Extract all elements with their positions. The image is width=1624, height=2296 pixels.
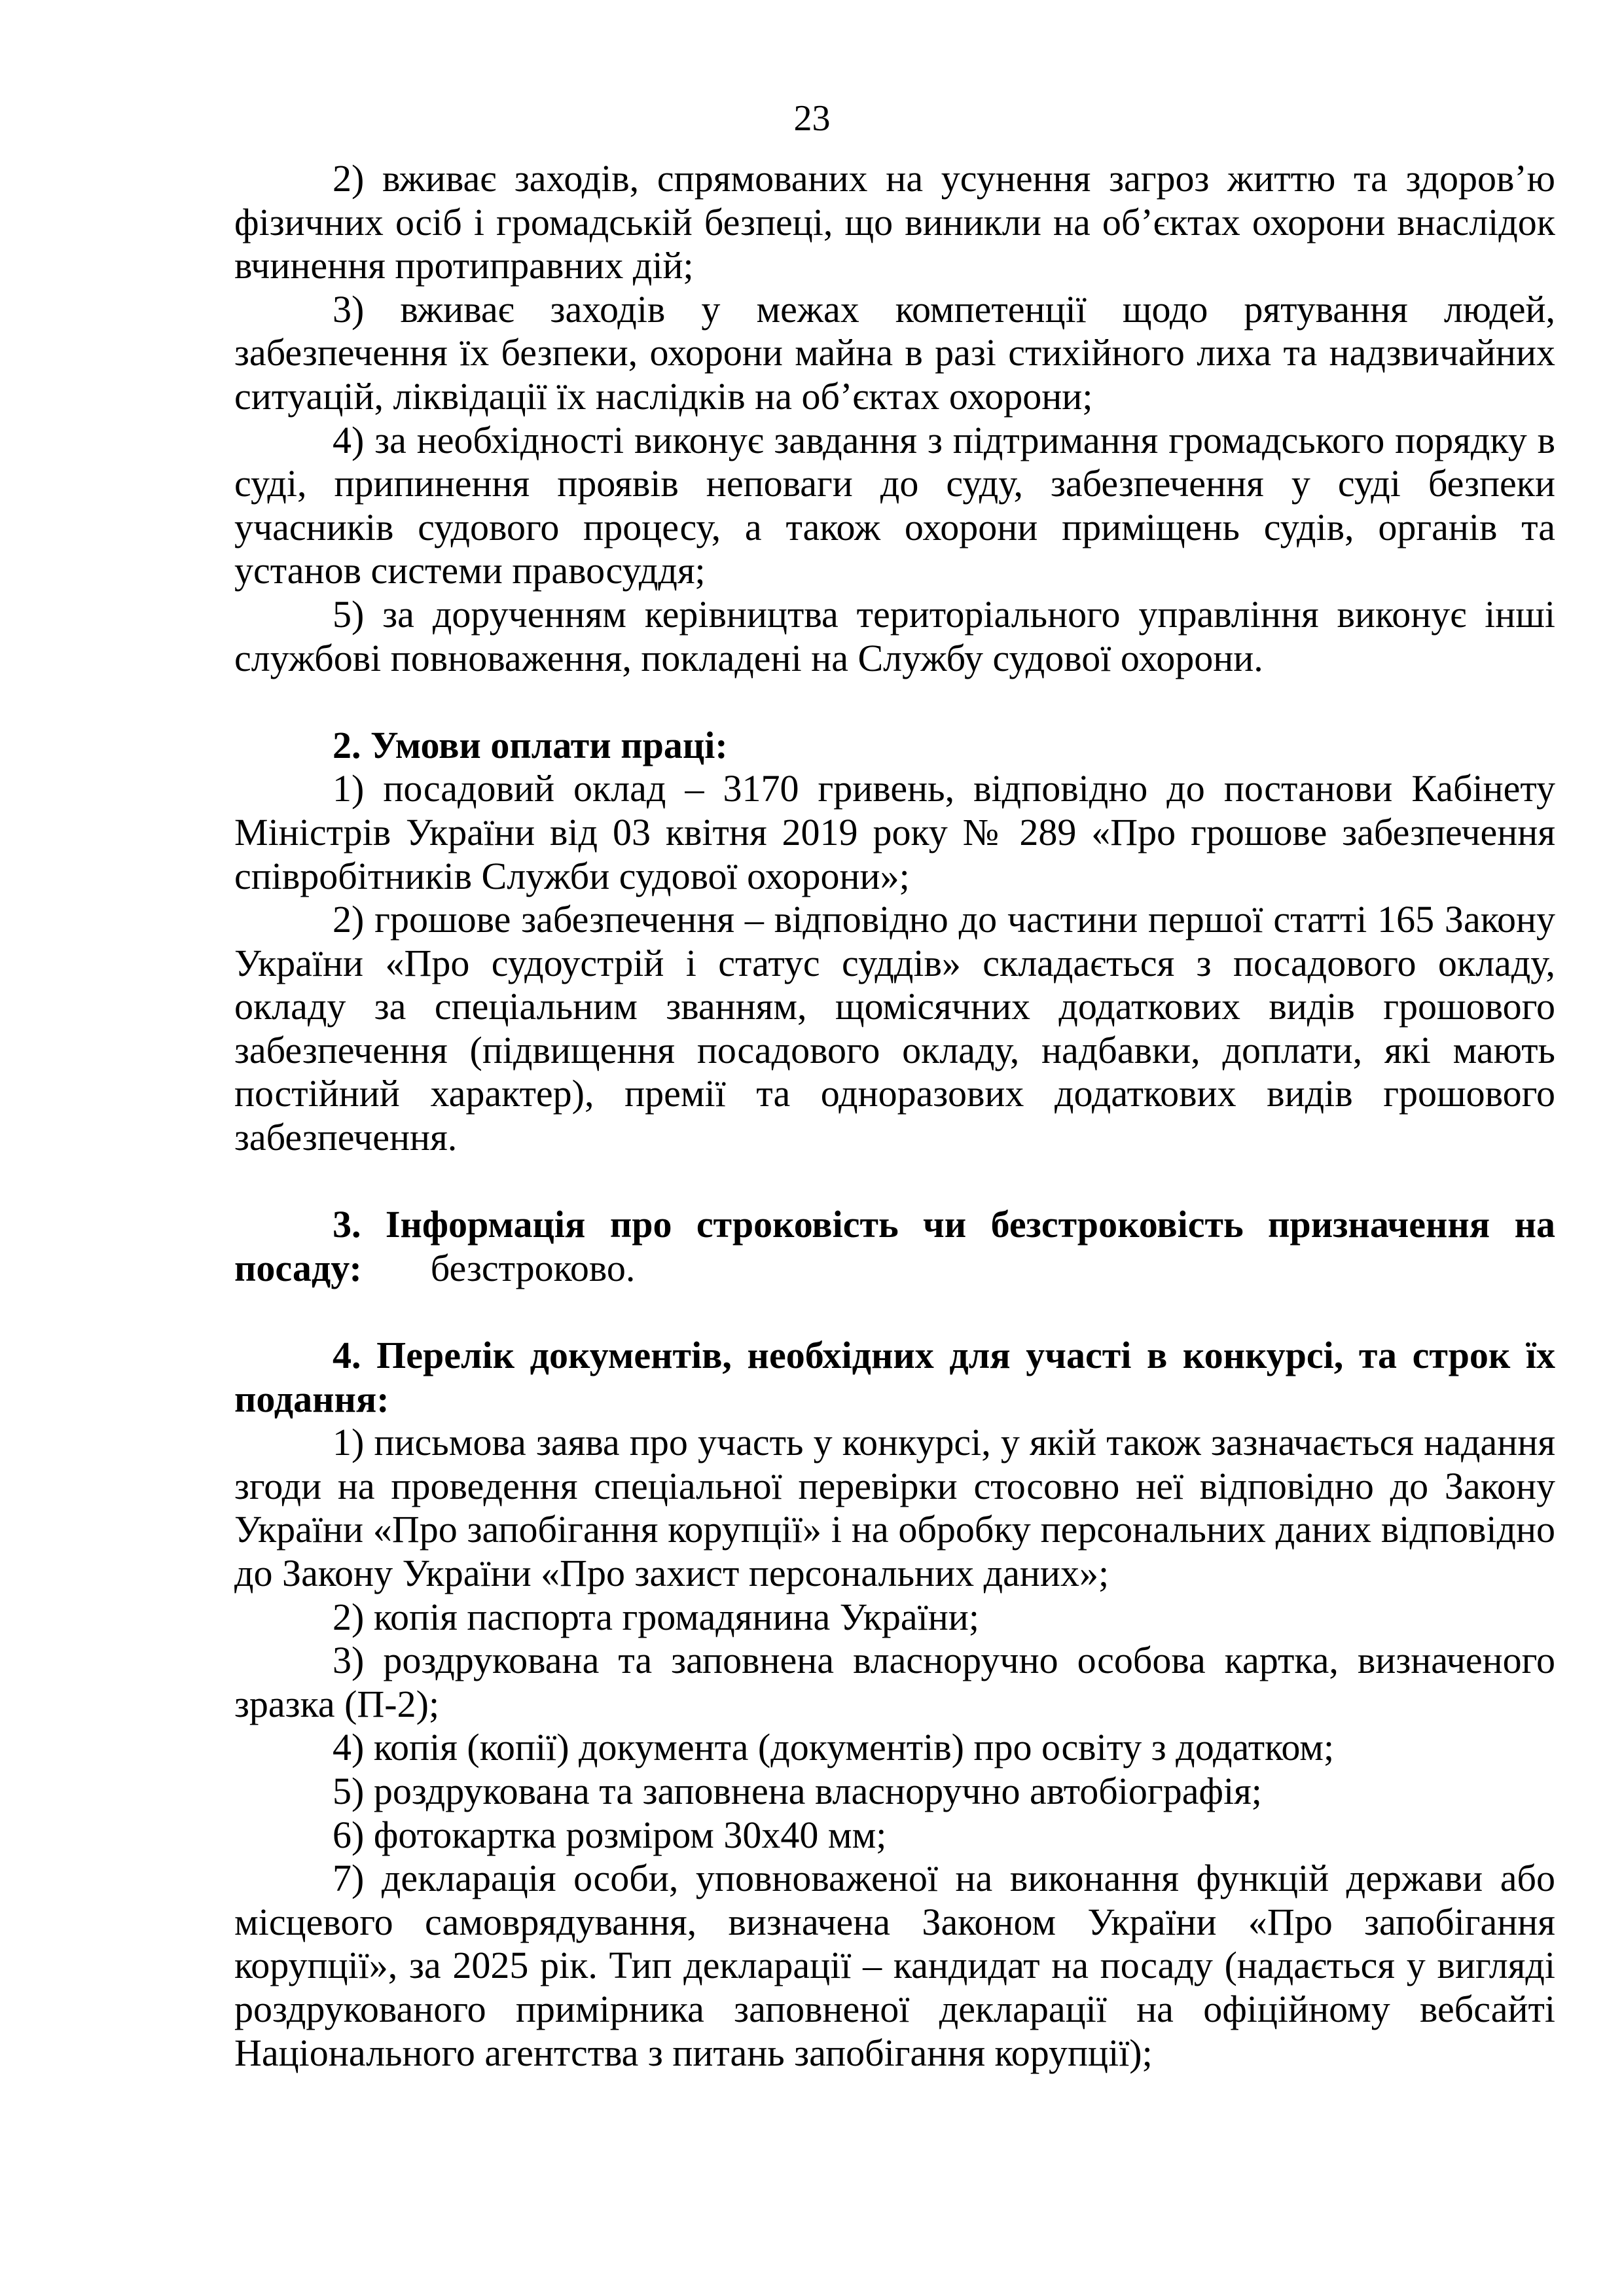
section-heading-documents: 4. Перелік документів, необхідних для участі в конкурсі, та строк їх подання: <box>234 1334 1555 1420</box>
pay-item: 2) грошове забезпечення – відповідно до частини першої статті 165 Закону України «Про судоустрій і статус суддів» складається з посадового окладу, окладу за спеціальним званням, щомісячних додаткових видів грошового забезпечення (підвищення посадового окладу, надбавки, доплати, які мають постійний характер), премії та одноразових додаткових видів грошового забезпечення. <box>234 898 1555 1159</box>
document-item: 4) копія (копії) документа (документів) про освіту з додатком; <box>333 1726 1335 1769</box>
document-item: 7) декларація особи, уповноваженої на виконання функцій держави або місцевого самоврядування, визначена Законом України «Про запобігання корупції», за 2025 рік. Тип декларації – кандидат на посаду (надається у вигляді роздрукованого примірника заповненої декларації на офіційному вебсайті Національного агентства з питань запобігання корупції); <box>234 1857 1555 2074</box>
section-heading-pay: 2. Умови оплати праці: <box>333 723 728 766</box>
duty-item: 4) за необхідності виконує завдання з підтримання громадського порядку в суді, припинення проявів неповаги до суду, забезпечення у суді безпеки учасників судового процесу, а також охорони приміщень судів, органів та установ системи правосуддя; <box>234 418 1555 592</box>
document-item: 3) роздрукована та заповнена власноручно особова картка, визначеного зразка (П-2); <box>234 1639 1555 1725</box>
document-item: 5) роздрукована та заповнена власноручно автобіографія; <box>333 1769 1262 1812</box>
document-body <box>234 157 1555 2075</box>
pay-item: 1) посадовий оклад – 3170 гривень, відповідно до постанови Кабінету Міністрів України від 03 квітня 2019 року № 289 «Про грошове забезпечення співробітників Служби судової охорони»; <box>234 767 1555 897</box>
duty-item: 5) за дорученням керівництва територіального управління виконує інші службові повноваження, покладені на Службу судової охорони. <box>234 592 1555 679</box>
section-heading-term: 3. Інформація про строковість чи безстроковість призначення на посаду: <box>234 1203 1555 1289</box>
document-item: 1) письмова заява про участь у конкурсі, у якій також зазначається надання згоди на проведення спеціальної перевірки стосовно неї відповідно до Закону України «Про запобігання корупції» і на обробку персональних даних відповідно до Закону України «Про захист персональних даних»; <box>234 1421 1555 1594</box>
section-term <box>234 1203 1555 1290</box>
document-item: 2) копія паспорта громадянина України; <box>333 1595 979 1638</box>
page-number: 23 <box>793 98 831 139</box>
duty-item: 3) вживає заходів у межах компетенції щодо рятування людей, забезпечення їх безпеки, охорони майна в разі стихійного лиха та надзвичайних ситуацій, ліквідації їх наслідків на об’єктах охорони; <box>234 287 1555 418</box>
duty-item: 2) вживає заходів, спрямованих на усунення загроз життю та здоров’ю фізичних осіб і громадській безпеці, що виникли на об’єктах охорони внаслідок вчинення протиправних дій; <box>234 157 1555 287</box>
document-item: 6) фотокартка розміром 30х40 мм; <box>333 1813 887 1856</box>
term-value: безстроково. <box>430 1246 636 1289</box>
